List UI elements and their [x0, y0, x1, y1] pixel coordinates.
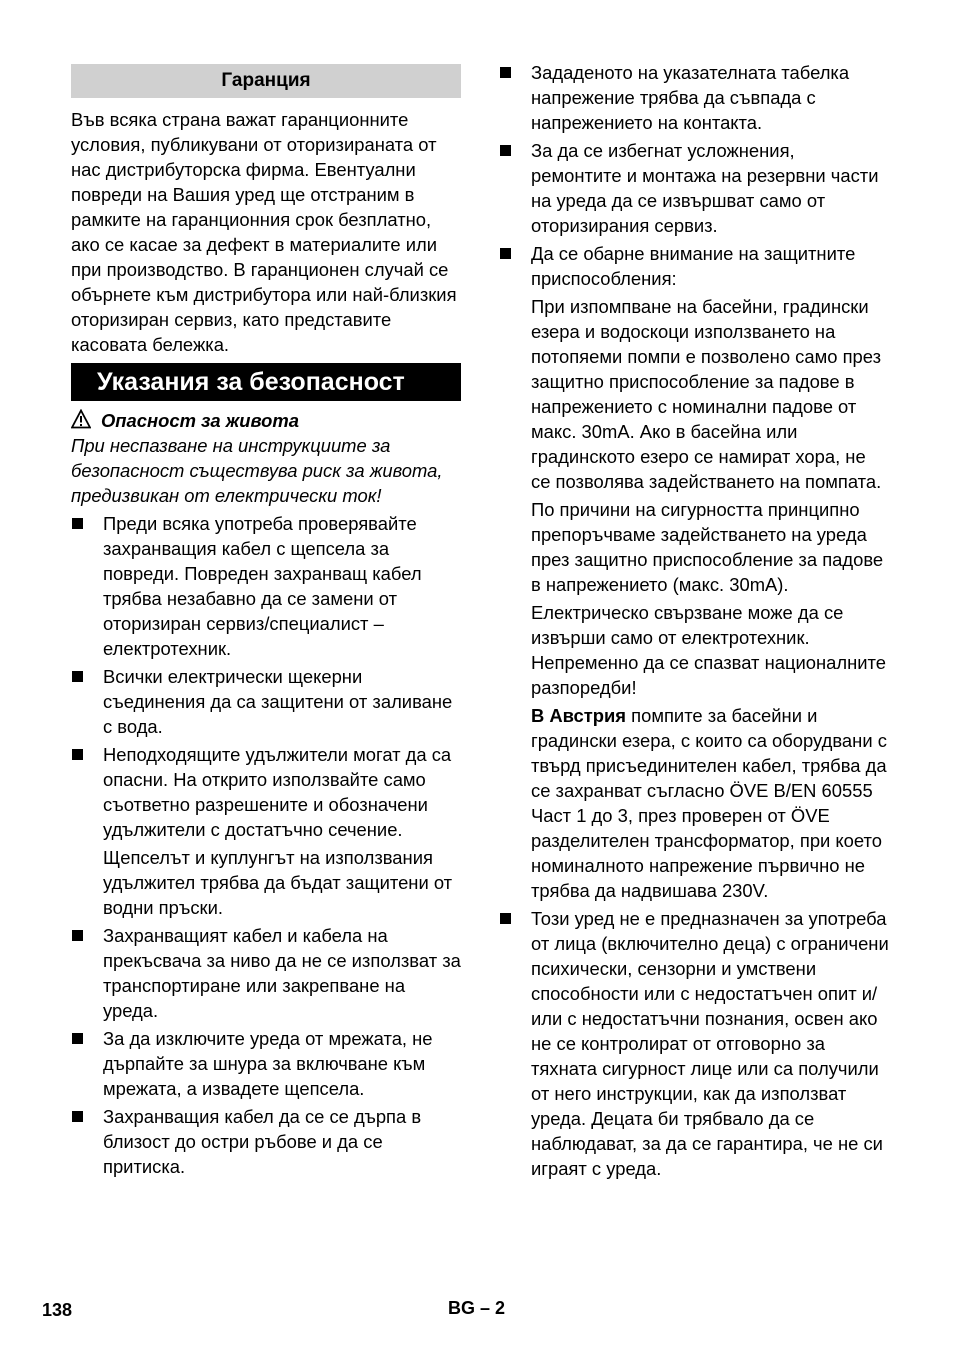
list-item: [499, 241, 889, 903]
bullet-square-icon: [72, 1111, 83, 1122]
list-item-text: Всички електрически щекерни съединения да са защитени от заливане с вода.: [103, 666, 453, 737]
list-item-text: Да се обарне внимание на защитните приспособления:: [531, 243, 856, 289]
list-item: [71, 1104, 461, 1179]
danger-title: [71, 408, 461, 433]
danger-title-text: Опасност за живота: [101, 410, 299, 431]
warranty-text: Във всяка страна важат гаранционните условия, публикувани от оторизираната от нас дистрибуторска фирма. Евентуални повреди на Вашия уред ще отстраним в рамките на гаранционния срок безплатно, ако се касае за дефект в материалите или при производство. В гаранционен случай се обърнете към дистрибутора или най-близкия оторизиран сервиз, като представите касовата бележка.: [71, 109, 457, 355]
bullet-square-icon: [72, 518, 83, 529]
list-item: [71, 664, 461, 739]
protection-paragraph-2: По причини на сигурността принципно препоръчваме задействането на уреда през защитно приспособление за падове в напрежението (макс. 30mA).: [531, 499, 884, 595]
page-number: 138: [42, 1300, 73, 1320]
bullet-square-icon: [72, 749, 83, 760]
bullet-square-icon: [72, 1033, 83, 1044]
bullet-square-icon: [500, 145, 511, 156]
bullet-square-icon: [500, 248, 511, 259]
bullet-square-icon: [72, 671, 83, 682]
list-item-text: Захранващият кабел и кабела на прекъсвача за ниво да не се използват за транспортиране или закрепване на уреда.: [103, 925, 461, 1021]
list-item: [71, 742, 461, 920]
list-item-text: Зададеното на указателната табелка напрежение трябва да съвпада с напрежението на контакта.: [531, 62, 850, 133]
austria-text: помпите за басейни и градински езера, с които са оборудвани с твърд присъединителен кабел, трябва да се захранват съгласно ÖVE B/EN 60555 Част 1 до 3, през проверен от ÖVE разделителен трансформатор, при което номиналното напрежение първично не трябва да надвишава 230V.: [531, 705, 887, 901]
warranty-heading: Гаранция: [71, 64, 461, 98]
protection-paragraph-3: Електрическо свързване може да се извърши само от електротехник. Непременно да се спазват националните разпоредби!: [531, 602, 886, 698]
list-item-extra-text: Щепселът и куплунгът на използвания удължител трябва да бъдат защитени от водни пръски.: [103, 847, 453, 918]
safety-heading: Указания за безопасност: [71, 363, 461, 401]
left-column: [71, 60, 461, 1182]
warning-triangle-icon: [71, 409, 91, 429]
right-column: [499, 60, 889, 1184]
list-item-text: Захранващия кабел да се се дърпа в близост до остри ръбове и да се притиска.: [103, 1106, 422, 1177]
bullet-square-icon: [500, 67, 511, 78]
bullet-square-icon: [500, 913, 511, 924]
austria-paragraph: [531, 703, 889, 903]
list-item: [499, 138, 889, 238]
list-item: [71, 923, 461, 1023]
protection-paragraph-1: При изпомпване на басейни, градински езера и водоскоци използването на потопяеми помпи е позволено само през защитно приспособление за падове в напрежението с номинални падове от макс. 30mA. Ако в басейна или градинското езеро се намират хора, не се позволява задействането на помпата.: [531, 296, 882, 492]
list-item-text: За да изключите уреда от мрежата, не дърпайте за шнура за включване към мрежата, а извадете щепсела.: [103, 1028, 433, 1099]
list-item: [499, 906, 889, 1181]
bullet-square-icon: [72, 930, 83, 941]
list-item-text: За да се избегнат усложнения, ремонтите и монтажа на резервни части на уреда да се извършват само от оторизирания сервиз.: [531, 140, 879, 236]
list-item-text: Неподходящите удължители могат да са опасни. На открито използвайте само съответно разрешените и обозначени удължители с достатъчно сечение.: [103, 744, 452, 840]
list-item: [71, 1026, 461, 1101]
language-page-label: BG – 2: [448, 1298, 506, 1318]
austria-label: В Австрия: [531, 705, 627, 726]
danger-text: При неспазване на инструкциите за безопасност съществува риск за живота, предизвикан от електрически ток!: [71, 435, 443, 506]
list-item: [499, 60, 889, 135]
list-item: [71, 511, 461, 661]
list-item-text: Този уред не е предназначен за употреба от лица (включително деца) с ограничени психически, сензорни и умствени способности или с недостатъчен опит и/или с недостатъчни познания, освен ако не се контролират от отговорно за тяхната сигурност лице или са получили от него инструкции, как да използват уреда. Децата би трябвало да се наблюдават, за да се гарантира, че не си играят с уреда.: [531, 908, 889, 1179]
list-item-text: Преди всяка употреба проверявайте захранващия кабел с щепсела за повреди. Повреден захранващ кабел трябва незабавно да се замени от оторизиран сервиз/специалист – електротехник.: [103, 513, 422, 659]
